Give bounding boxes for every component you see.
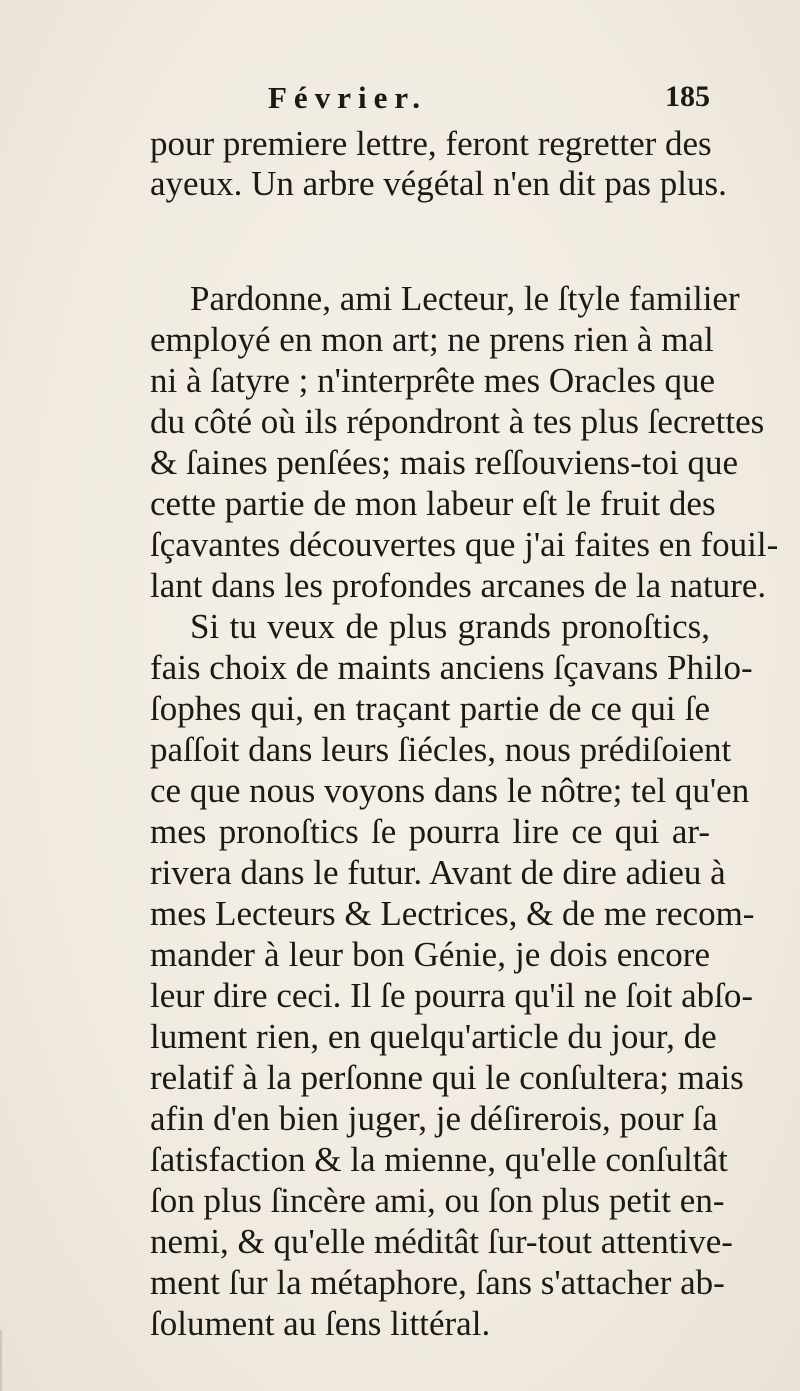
text-line: lant dans les profondes arcanes de la nature. bbox=[150, 566, 767, 605]
text-line: rivera dans le futur. Avant de dire adieu à bbox=[150, 853, 726, 892]
text-line: mander à leur bon Génie, je dois encore bbox=[150, 935, 710, 974]
text-line: ce que nous voyons dans le nôtre; tel qu'en bbox=[150, 771, 750, 810]
text-line: nemi, & qu'elle méditât ſur-tout attentive- bbox=[150, 1222, 733, 1261]
page-number: 185 bbox=[665, 80, 710, 113]
text-line: ſon plus ſincère ami, ou ſon plus petit en- bbox=[150, 1181, 725, 1220]
text-line: fais choix de maints anciens ſçavans Philo- bbox=[150, 648, 753, 687]
text-line: pour premiere lettre, feront regretter des bbox=[150, 124, 712, 163]
text-line: relatif à la perſonne qui le conſultera; mais bbox=[150, 1058, 744, 1097]
text-line: paſſoit dans leurs ſiécles, nous prédiſoient bbox=[150, 730, 732, 769]
text-line: ayeux. Un arbre végétal n'en dit pas plus. bbox=[150, 164, 727, 203]
text-line: ſatisfaction & la mienne, qu'elle conſultât bbox=[150, 1140, 728, 1179]
text-line: mes pronoſtics ſe pourra lire ce qui ar- bbox=[150, 812, 710, 851]
text-line: Pardonne, ami Lecteur, le ſtyle familier bbox=[190, 279, 740, 318]
text-line: Si tu veux de plus grands pronoſtics, bbox=[190, 607, 710, 646]
text-line: afin d'en bien juger, je déſirerois, pour ſa bbox=[150, 1099, 718, 1138]
text-line: cette partie de mon labeur eſt le fruit des bbox=[150, 484, 716, 523]
text-line: lument rien, en quelqu'article du jour, de bbox=[150, 1017, 717, 1056]
text-line: du côté où ils répondront à tes plus ſecrettes bbox=[150, 402, 765, 441]
text-line: & ſaines penſées; mais reſſouviens-toi que bbox=[150, 443, 739, 482]
text-line: mes Lecteurs & Lectrices, & de me recom- bbox=[150, 894, 755, 933]
text-line: ſçavantes découvertes que j'ai faites en fouil- bbox=[150, 525, 779, 564]
text-line: employé en mon art; ne prens rien à mal bbox=[150, 320, 714, 359]
text-line: leur dire ceci. Il ſe pourra qu'il ne ſoit abſo- bbox=[150, 976, 754, 1015]
running-head-title: Février. bbox=[268, 80, 427, 115]
text-line: ment ſur la métaphore, ſans s'attacher ab- bbox=[150, 1263, 725, 1302]
page-edge-mark bbox=[0, 1330, 2, 1391]
text-line: ni à ſatyre ; n'interprête mes Oracles que bbox=[150, 361, 716, 400]
running-head bbox=[150, 80, 710, 124]
text-line: ſophes qui, en traçant partie de ce qui ſe bbox=[150, 689, 710, 728]
text-line: ſolument au ſens littéral. bbox=[150, 1304, 491, 1343]
